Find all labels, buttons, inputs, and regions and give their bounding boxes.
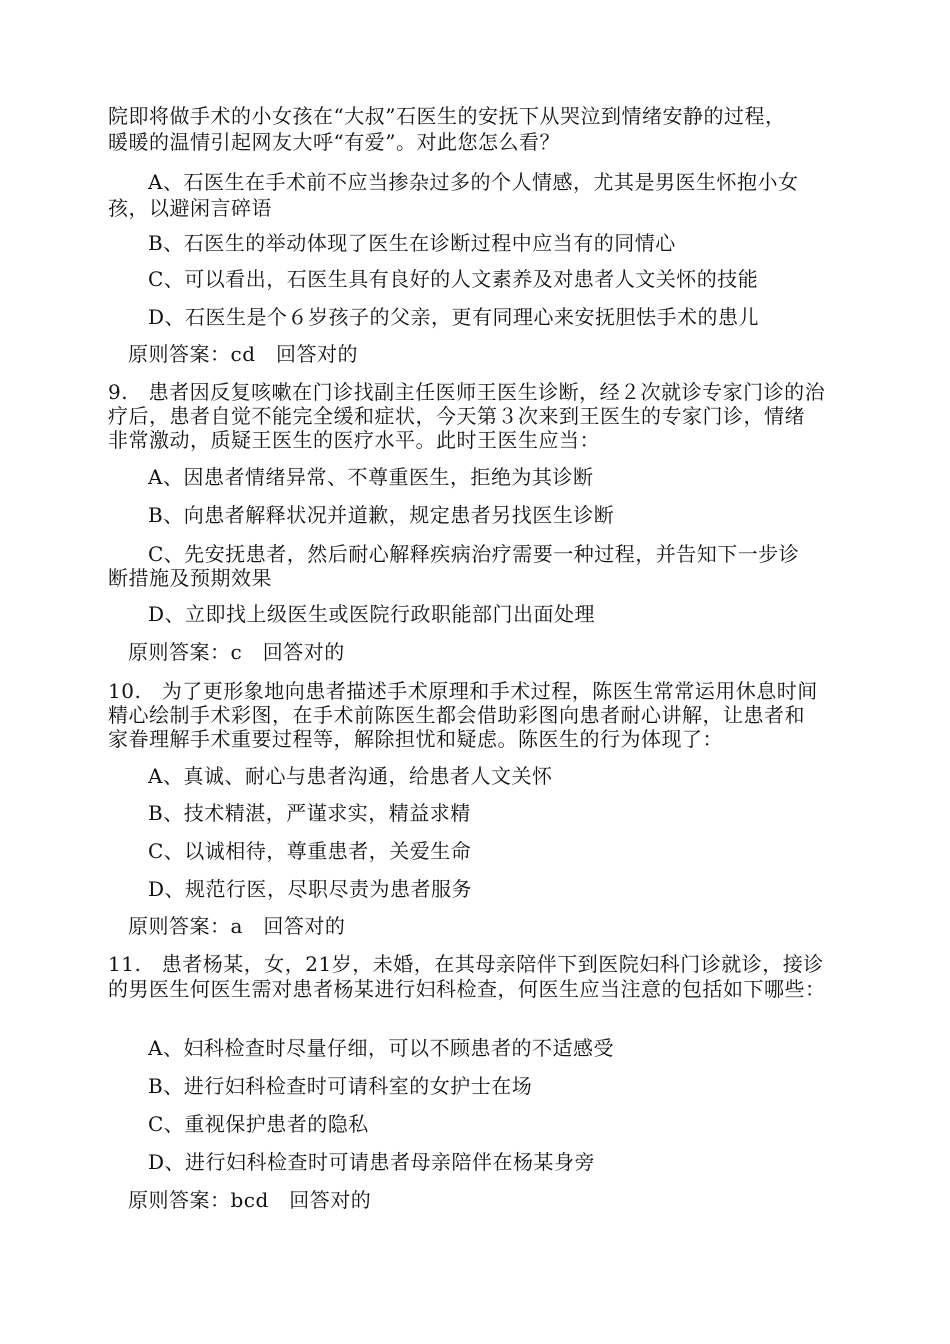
q9-stem-line-3: 非常激动，质疑王医生的医疗水平。此时王医生应当： [108, 428, 600, 452]
q9-stem-line-2: 疗后，患者自觉不能完全缓和症状，今天第３次来到王医生的专家门诊，情绪 [108, 404, 805, 428]
q9-option-d: D、立即找上级医生或医院行政职能部门出面处理 [148, 602, 596, 626]
q11-answer: 原则答案：bcd 回答对的 [128, 1188, 372, 1212]
q11-stem-line-1: 11. 患者杨某，女，21岁，未婚，在其母亲陪伴下到医院妇科门诊就诊，接诊 [108, 952, 824, 976]
intro-line-1: 院即将做手术的小女孩在“大叔”石医生的安抚下从哭泣到情绪安静的过程， [108, 104, 786, 128]
q8-answer: 原则答案：cd 回答对的 [128, 342, 359, 366]
q10-option-a: A、真诚、耐心与患者沟通，给患者人文关怀 [148, 764, 553, 788]
q10-stem-line-2: 精心绘制手术彩图，在手术前陈医生都会借助彩图向患者耐心讲解，让患者和 [108, 703, 805, 727]
q10-stem-line-3: 家眷理解手术重要过程等，解除担忧和疑虑。陈医生的行为体现了： [108, 727, 723, 751]
q8-option-d: D、石医生是个６岁孩子的父亲，更有同理心来安抚胆怯手术的患儿 [148, 305, 760, 329]
q9-option-c-line-1: C、先安抚患者，然后耐心解释疾病治疗需要一种过程，并告知下一步诊 [148, 542, 800, 566]
q8-option-b: B、石医生的举动体现了医生在诊断过程中应当有的同情心 [148, 231, 676, 255]
q11-stem-line-2: 的男医生何医生需对患者杨某进行妇科检查，何医生应当注意的包括如下哪些： [108, 977, 826, 1001]
q11-option-b: B、进行妇科检查时可请科室的女护士在场 [148, 1074, 533, 1098]
q11-option-c: C、重视保护患者的隐私 [148, 1112, 369, 1136]
q10-stem-line-1: 10. 为了更形象地向患者描述手术原理和手术过程，陈医生常常运用休息时间 [108, 679, 818, 703]
q10-option-c: C、以诚相待，尊重患者，关爱生命 [148, 839, 472, 863]
q9-stem-line-1: 9. 患者因反复咳嗽在门诊找副主任医师王医生诊断，经２次就诊专家门诊的治 [108, 380, 826, 404]
q11-option-d: D、进行妇科检查时可请患者母亲陪伴在杨某身旁 [148, 1150, 596, 1174]
q9-option-a: A、因患者情绪异常、不尊重医生，拒绝为其诊断 [148, 465, 594, 489]
intro-line-2: 暖暖的温情引起网友大呼“有爱”。对此您怎么看？ [108, 130, 560, 154]
q11-option-a: A、妇科检查时尽量仔细，可以不顾患者的不适感受 [148, 1036, 614, 1060]
q9-option-b: B、向患者解释状况并道歉，规定患者另找医生诊断 [148, 503, 615, 527]
q10-option-b: B、技术精湛，严谨求实，精益求精 [148, 801, 471, 825]
q10-answer: 原则答案：a 回答对的 [128, 914, 346, 938]
q8-option-a-line-1: A、石医生在手术前不应当掺杂过多的个人情感，尤其是男医生怀抱小女 [148, 170, 799, 194]
q9-answer: 原则答案：c 回答对的 [128, 640, 345, 664]
q8-option-a-line-2: 孩，以避闲言碎语 [108, 196, 272, 220]
q9-option-c-line-2: 断措施及预期效果 [108, 566, 272, 590]
q10-option-d: D、规范行医，尽职尽责为患者服务 [148, 877, 473, 901]
q8-option-c: C、可以看出，石医生具有良好的人文素养及对患者人文关怀的技能 [148, 267, 759, 291]
